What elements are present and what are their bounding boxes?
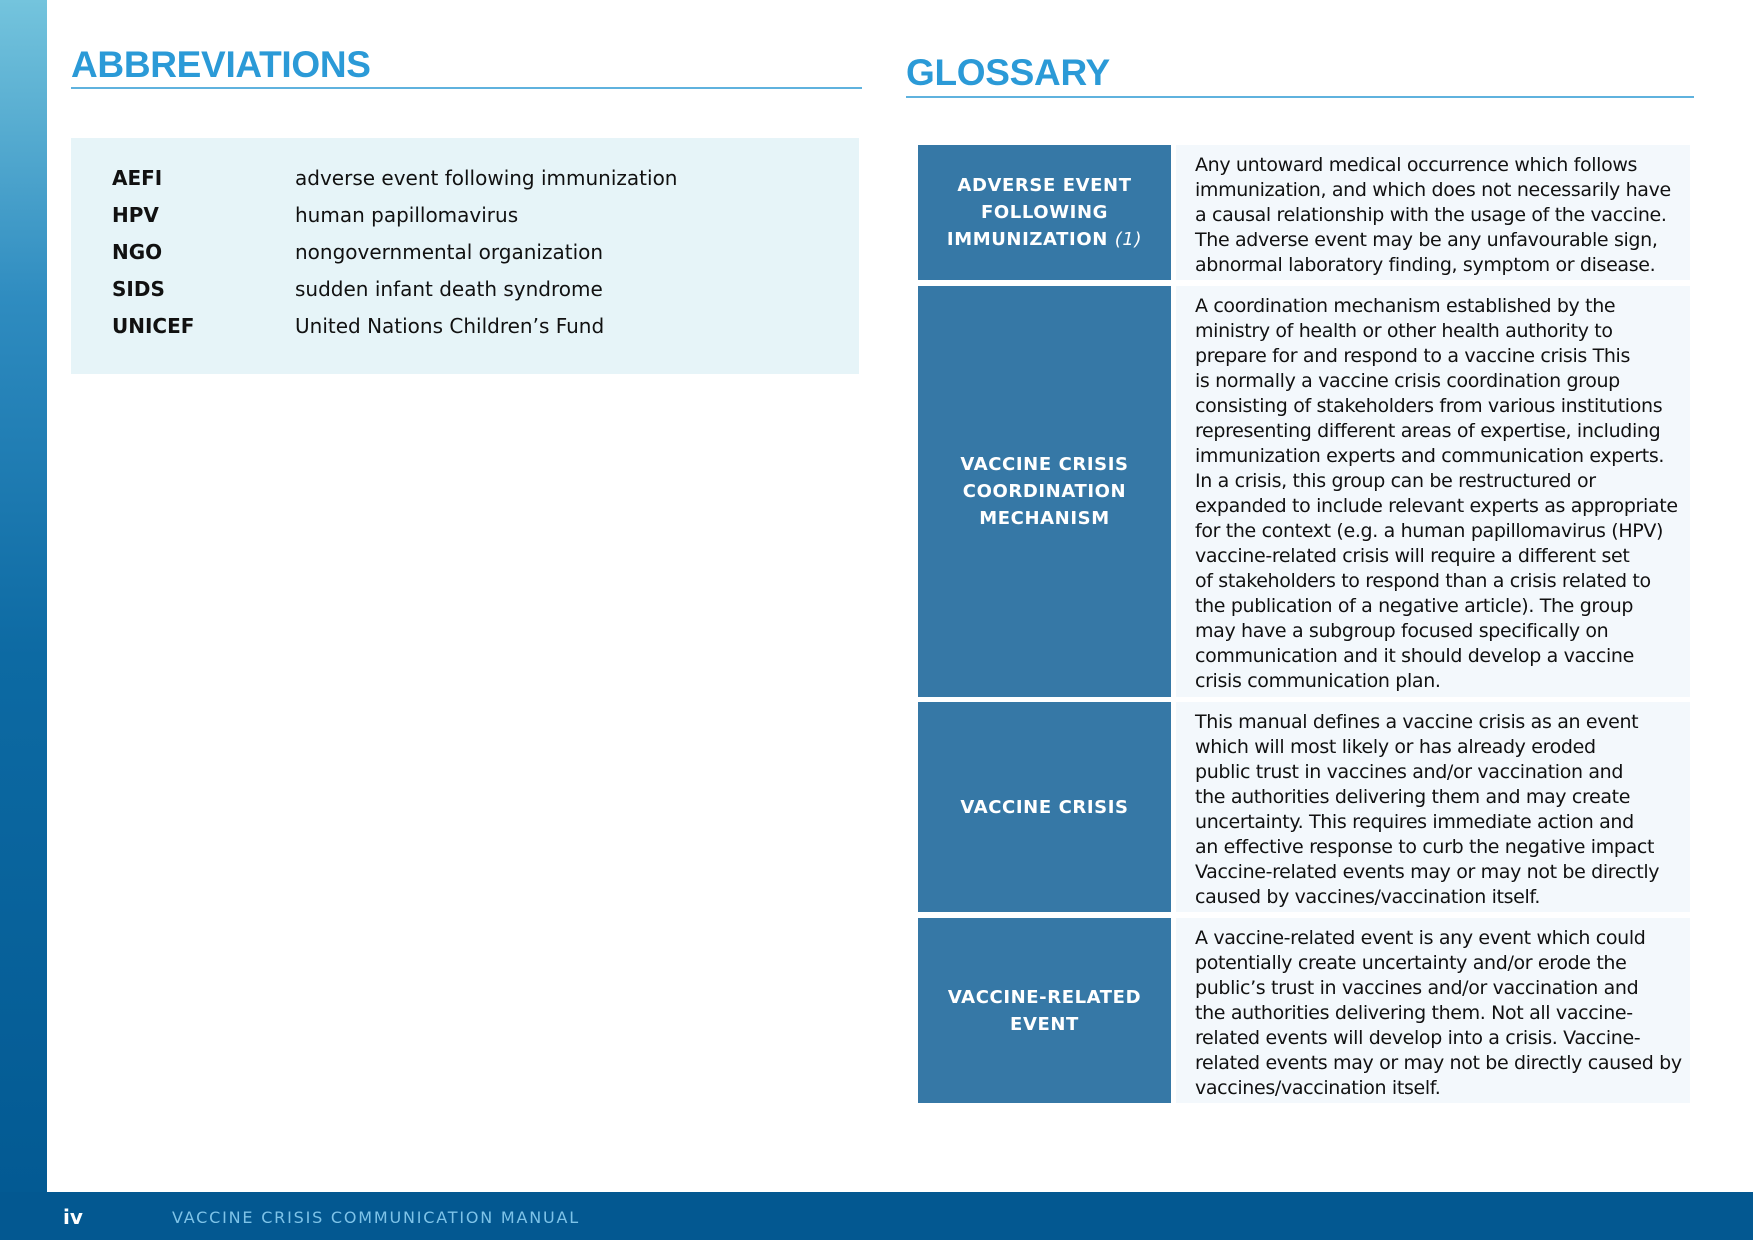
definition-line: related events may or may not be directly caused by	[1195, 1052, 1682, 1074]
definition-line: the publication of a negative article). The group	[1195, 595, 1634, 617]
abbreviation-code: SIDS	[112, 276, 165, 301]
glossary-term-line: EVENT	[1010, 1013, 1079, 1035]
glossary-term	[918, 286, 1171, 697]
abbreviation-code: AEFI	[112, 165, 163, 190]
definition-line: The adverse event may be any unfavourable sign,	[1195, 229, 1658, 251]
definition-line: representing different areas of expertise, including	[1195, 420, 1661, 442]
glossary-term-line: MECHANISM	[979, 508, 1110, 529]
definition-line: Any untoward medical occurrence which follows	[1195, 154, 1638, 176]
glossary-heading-rule	[906, 96, 1694, 98]
term-citation: (1)	[1114, 229, 1143, 250]
definition-line: crisis communication plan.	[1195, 670, 1441, 692]
definition-line: Vaccine-related events may or may not be directly	[1195, 861, 1660, 883]
abbreviation-code: HPV	[112, 202, 159, 227]
abbreviation-definition: United Nations Children’s Fund	[295, 313, 605, 338]
page-number: iv	[63, 1205, 83, 1229]
abbreviation-row	[71, 307, 859, 344]
definition-line: the authorities delivering them. Not all vaccine-	[1195, 1002, 1633, 1024]
definition-line: a causal relationship with the usage of the vaccine.	[1195, 204, 1667, 226]
definition-line: communication and it should develop a vaccine	[1195, 645, 1634, 667]
definition-line: ministry of health or other health authority to	[1195, 320, 1613, 342]
abbreviation-row	[71, 159, 859, 196]
glossary-term	[918, 145, 1171, 280]
abbreviation-row	[71, 233, 859, 270]
abbreviation-code: UNICEF	[112, 313, 195, 338]
definition-line: may have a subgroup focused specifically on	[1195, 620, 1609, 642]
definition-line: consisting of stakeholders from various institutions	[1195, 395, 1663, 417]
definition-line: vaccines/vaccination itself.	[1195, 1077, 1441, 1099]
abbreviation-row	[71, 270, 859, 307]
definition-line: is normally a vaccine crisis coordination group	[1195, 370, 1620, 392]
definition-line: which will most likely or has already eroded	[1195, 736, 1596, 758]
glossary-term	[918, 702, 1171, 912]
definition-line: uncertainty. This requires immediate action and	[1195, 811, 1634, 833]
definition-line: expanded to include relevant experts as appropriate	[1195, 495, 1678, 517]
abbreviation-code: NGO	[112, 239, 163, 264]
definition-line: This manual defines a vaccine crisis as an event	[1195, 711, 1639, 733]
definition-line: A coordination mechanism established by the	[1195, 295, 1616, 317]
glossary-definition	[1176, 145, 1690, 280]
glossary-term-line: IMMUNIZATION	[946, 229, 1108, 250]
definition-line: caused by vaccines/vaccination itself.	[1195, 886, 1541, 908]
glossary-entry	[918, 918, 1690, 1103]
definition-line: for the context (e.g. a human papillomavirus (HPV)	[1195, 520, 1664, 542]
definition-line: abnormal laboratory finding, symptom or disease.	[1195, 254, 1656, 276]
definition-line: immunization experts and communication experts.	[1195, 445, 1665, 467]
glossary-term-line: VACCINE CRISIS	[960, 454, 1129, 475]
abbreviation-definition: sudden infant death syndrome	[295, 276, 603, 301]
definition-line: prepare for and respond to a vaccine crisis This	[1195, 345, 1631, 367]
definition-line: immunization, and which does not necessarily have	[1195, 179, 1671, 201]
definition-line: In a crisis, this group can be restructured or	[1195, 470, 1596, 492]
definition-line: public trust in vaccines and/or vaccination and	[1195, 761, 1624, 783]
glossary-entry	[918, 286, 1690, 697]
abbreviations-heading-rule	[71, 87, 862, 89]
abbreviation-definition: human papillomavirus	[295, 202, 519, 227]
glossary-definition	[1176, 286, 1690, 697]
glossary-term-line: COORDINATION	[962, 481, 1127, 502]
glossary-definition	[1176, 918, 1690, 1103]
glossary-heading: GLOSSARY	[906, 52, 1110, 93]
glossary-term-line: VACCINE-RELATED	[947, 986, 1142, 1008]
abbreviation-definition: nongovernmental organization	[295, 239, 604, 264]
glossary-term-line: VACCINE CRISIS	[960, 796, 1129, 818]
definition-line: related events will develop into a crisis. Vaccine-	[1195, 1027, 1641, 1049]
abbreviations-list	[71, 138, 859, 374]
glossary-term-line: ADVERSE EVENT	[957, 175, 1132, 196]
glossary-definition	[1176, 702, 1690, 912]
definition-line: A vaccine-related event is any event which could	[1195, 927, 1646, 949]
definition-line: public’s trust in vaccines and/or vaccination and	[1195, 977, 1639, 999]
glossary-term-line: FOLLOWING	[981, 202, 1108, 223]
glossary-entry	[918, 702, 1690, 912]
definition-line: potentially create uncertainty and/or erode the	[1195, 952, 1627, 974]
definition-line: vaccine-related crisis will require a different set	[1195, 545, 1630, 567]
glossary-entry	[918, 145, 1690, 280]
abbreviations-heading: ABBREVIATIONS	[71, 44, 371, 85]
definition-line: of stakeholders to respond than a crisis related to	[1195, 570, 1651, 592]
definition-line: the authorities delivering them and may create	[1195, 786, 1631, 808]
definition-line: an effective response to curb the negative impact	[1195, 836, 1655, 858]
abbreviation-definition: adverse event following immunization	[295, 165, 678, 190]
glossary-term	[918, 918, 1171, 1103]
running-footer-title: VACCINE CRISIS COMMUNICATION MANUAL	[172, 1208, 581, 1227]
abbreviation-row	[71, 196, 859, 233]
side-accent-bar	[0, 0, 47, 1192]
